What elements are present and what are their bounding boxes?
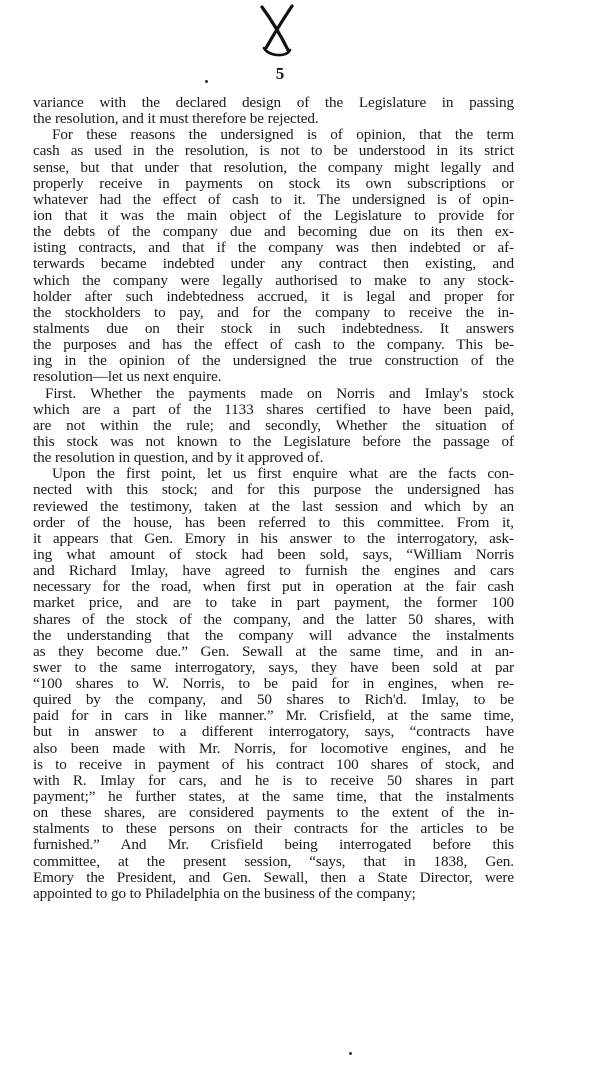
text-line: First. Whether the payments made on Norris and Imlay's stock: [45, 384, 514, 402]
paragraph: [33, 386, 514, 467]
text-line: which are a part of the 1133 shares certified to have been paid,: [33, 400, 514, 418]
text-line: the resolution, and it must therefore be rejected.: [33, 110, 319, 128]
text-line: necessary for the road, when first put in operation at the fair cash: [33, 578, 514, 596]
text-line: this stock was not known to the Legislature before the passage of: [33, 432, 514, 450]
text-line: stalments due on their stock in such indebtedness. It answers: [33, 319, 514, 337]
text-line: stalments to these persons on their contracts for the articles to be: [33, 820, 514, 838]
paragraph: [33, 127, 514, 385]
text-line: is to receive in payment of his contract 100 shares of stock, and: [33, 755, 514, 773]
text-line: holder after such indebtedness accrued, it is legal and proper for: [33, 287, 514, 305]
text-line: payment;” he further states, at the same time, that the instalments: [33, 788, 514, 806]
text-line: but in answer to a different interrogatory, says, “contracts have: [33, 723, 514, 741]
text-line: properly receive in payments on stock its own subscriptions or: [33, 174, 514, 192]
text-line: market price, and are to take in part payment, the former 100: [33, 594, 514, 612]
text-line: isting contracts, and that if the company was then indebted or af-: [33, 239, 514, 257]
text-line: and Richard Imlay, have agreed to furnish the engines and cars: [33, 562, 514, 580]
text-line: terwards became indebted under any contract then existing, and: [33, 255, 514, 273]
ink-speck: [349, 1052, 352, 1055]
text-line: which the company were legally authorised to make to any stock-: [33, 271, 514, 289]
text-line: swer to the same interrogatory, says, they have been sold at par: [33, 658, 514, 676]
text-line: ing what amount of stock had been sold, says, “William Norris: [33, 545, 514, 563]
text-line: Emory the President, and Gen. Sewall, then a State Director, were: [33, 868, 514, 886]
text-line: also been made with Mr. Norris, for locomotive engines, and he: [33, 739, 514, 757]
text-line: “100 shares to W. Norris, to be paid for in engines, when re-: [33, 675, 514, 693]
text-line: with R. Imlay for cars, and he is to receive 50 shares in part: [33, 771, 514, 789]
text-line: as they become due.” Gen. Sewall at the same time, and in an-: [33, 642, 514, 660]
text-line: variance with the declared design of the Legislature in passing: [33, 94, 514, 111]
text-line: whatever had the effect of cash to it. The undersigned is of opin-: [33, 190, 514, 208]
text-line: ion that it was the main object of the Legislature to provide for: [33, 206, 514, 224]
text-line: appointed to go to Philadelphia on the business of the company;: [33, 884, 416, 902]
text-line: For these reasons the undersigned is of opinion, that the term: [52, 126, 514, 144]
text-line: are not within the rule; and secondly, Whether the situation of: [33, 416, 514, 434]
page-number: 5: [275, 64, 285, 83]
body-text: [33, 95, 514, 902]
text-line: reviewed the testimony, taken at the last session and which by an: [33, 497, 514, 515]
text-line: quired by the company, and 50 shares to Rich'd. Imlay, to be: [33, 691, 514, 709]
paragraph: [33, 95, 514, 127]
handwritten-x-mark: [258, 4, 298, 58]
text-line: paid for in cars in like manner.” Mr. Crisfield, at the same time,: [33, 707, 514, 725]
text-line: Upon the first point, let us first enquire what are the facts con-: [52, 465, 514, 483]
text-line: ing in the opinion of the undersigned the true construction of the: [33, 352, 514, 370]
text-line: nected with this stock; and for this purpose the undersigned has: [33, 481, 514, 499]
text-line: the stockholders to pay, and for the company to receive the in-: [33, 303, 514, 321]
paragraph: [33, 466, 514, 902]
text-line: it appears that Gen. Emory in his answer to the interrogatory, ask-: [33, 529, 514, 547]
text-line: order of the house, has been referred to this committee. From it,: [33, 513, 514, 531]
text-line: the purposes and has the effect of cash to the company. This be-: [33, 336, 514, 354]
text-line: the understanding that the company will advance the instalments: [33, 626, 514, 644]
text-line: the debts of the company due and becoming due on its then ex-: [33, 223, 514, 241]
text-line: on these shares, are considered payments to the extent of the in-: [33, 804, 514, 822]
text-line: furnished.” And Mr. Crisfield being interrogated before this: [33, 836, 514, 854]
text-line: cash as used in the resolution, is not to be understood in its strict: [33, 142, 514, 160]
text-line: the resolution in question, and by it approved of.: [33, 449, 324, 467]
text-line: committee, at the present session, “says, that in 1838, Gen.: [33, 852, 514, 870]
text-line: shares of the stock of the company, and the latter 50 shares, with: [33, 610, 514, 628]
ink-speck: [205, 80, 208, 83]
text-line: sense, but that under that resolution, the company might legally and: [33, 158, 514, 176]
text-line: resolution—let us next enquire.: [33, 368, 222, 386]
